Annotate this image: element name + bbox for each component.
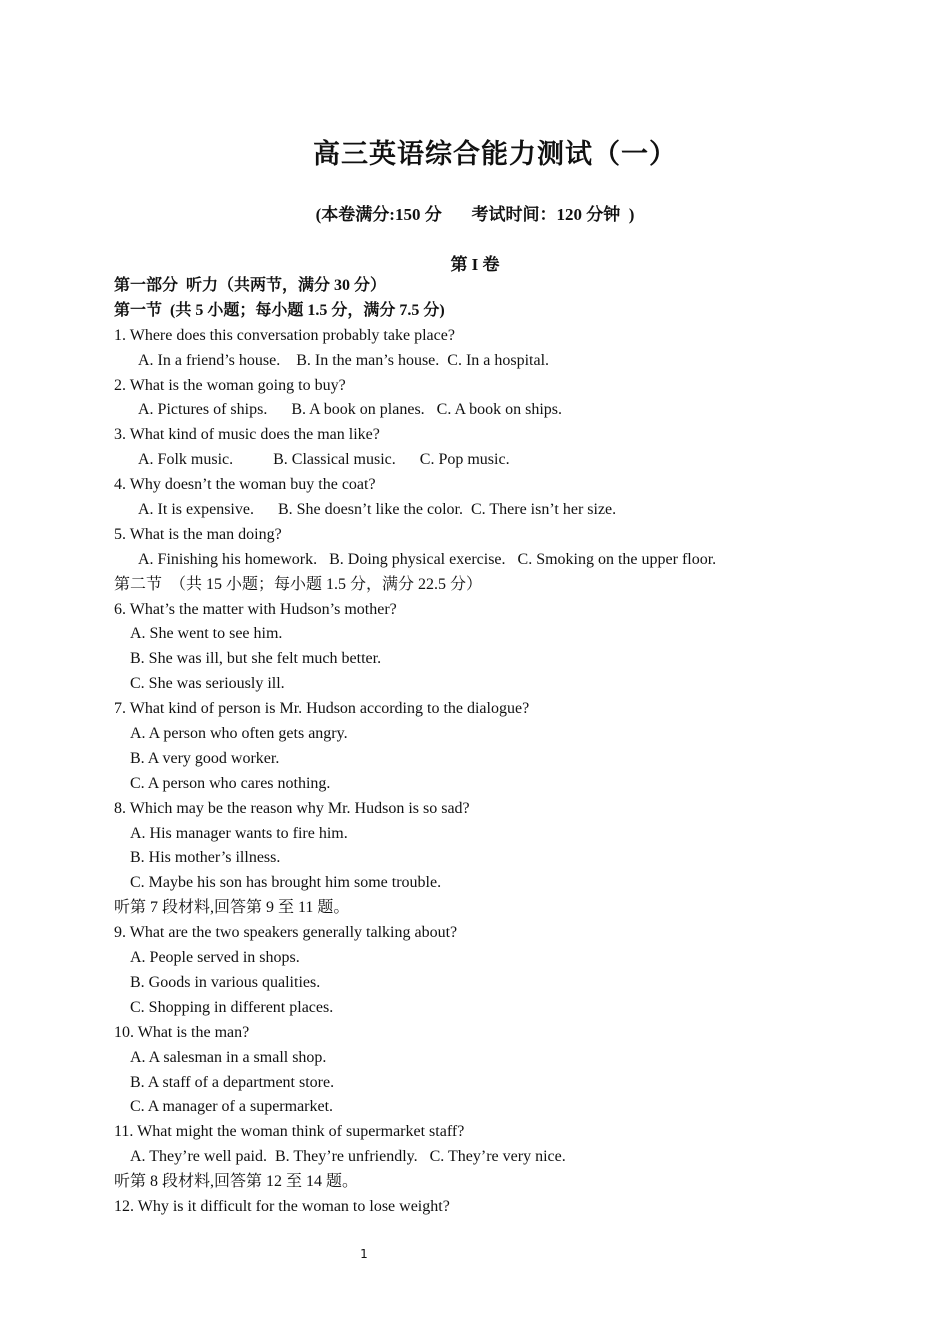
answer-option: C. Shopping in different places. [130,998,334,1016]
answer-options: A. In a friend’s house. B. In the man’s house. C. In a hospital. [138,351,550,369]
answer-options: A. It is expensive. B. She doesn’t like the color. C. There isn’t her size. [138,501,617,519]
answer-options: A. Folk music. B. Classical music. C. Pop music. [138,451,510,469]
question-line: 5. What is the man doing? [114,525,282,543]
page-number: 1 [360,1247,368,1261]
question-line: 听第 7 段材料,回答第 9 至 11 题。 [114,899,350,917]
question-line: 1. Where does this conversation probably take place? [114,326,455,344]
answer-options: A. Pictures of ships. B. A book on planes. C. A book on ships. [138,401,563,419]
question-line: 11. What might the woman think of supermarket staff? [114,1123,465,1141]
page-title: 高三英语综合能力测试（一） [313,139,677,170]
question-line: 第二节 （共 15 小题；每小题 1.5 分，满分 22.5 分） [114,575,483,593]
answer-option: B. A staff of a department store. [130,1073,335,1091]
answer-option: A. People served in shops. [130,949,300,967]
answer-option: C. She was seriously ill. [130,675,285,693]
answer-option: C. A manager of a supermarket. [130,1098,334,1116]
answer-option: B. Goods in various qualities. [130,973,321,991]
answer-option: C. A person who cares nothing. [130,774,331,792]
answer-option: B. A very good worker. [130,749,280,767]
question-line: 12. Why is it difficult for the woman to lose weight? [114,1197,450,1215]
question-list [114,274,874,1220]
question-line: 10. What is the man? [114,1023,250,1041]
answer-option: C. Maybe his son has brought him some trouble. [130,874,442,892]
answer-option: B. His mother’s illness. [130,849,281,867]
answer-option: B. She was ill, but she felt much better. [130,650,382,668]
section-heading: 第一部分 听力（共两节，满分 30 分） [114,277,387,294]
question-line: 听第 8 段材料,回答第 12 至 14 题。 [114,1173,359,1191]
answer-option: A. They’re well paid. B. They’re unfriendly. C. They’re very nice. [130,1148,566,1166]
question-line: 4. Why doesn’t the woman buy the coat? [114,476,376,494]
question-line: 7. What kind of person is Mr. Hudson according to the dialogue? [114,700,530,718]
section-heading: 第一节 (共 5 小题；每小题 1.5 分，满分 7.5 分) [114,301,445,319]
answer-option: A. His manager wants to fire him. [130,824,348,842]
question-line: 3. What kind of music does the man like? [114,426,380,444]
question-line: 6. What’s the matter with Hudson’s mother? [114,600,397,618]
answer-option: A. A person who often gets angry. [130,725,348,743]
question-line: 2. What is the woman going to buy? [114,376,346,394]
question-line: 9. What are the two speakers generally talking about? [114,924,458,942]
exam-info: (本卷满分:150 分 考试时间：120 分钟 ) [315,205,635,224]
answer-option: A. She went to see him. [130,625,283,643]
question-line: 8. Which may be the reason why Mr. Hudson is so sad? [114,799,470,817]
answer-option: A. A salesman in a small shop. [130,1048,327,1066]
answer-options: A. Finishing his homework. B. Doing physical exercise. C. Smoking on the upper floor. [138,550,717,568]
volume-heading: 第 I 卷 [450,255,500,274]
